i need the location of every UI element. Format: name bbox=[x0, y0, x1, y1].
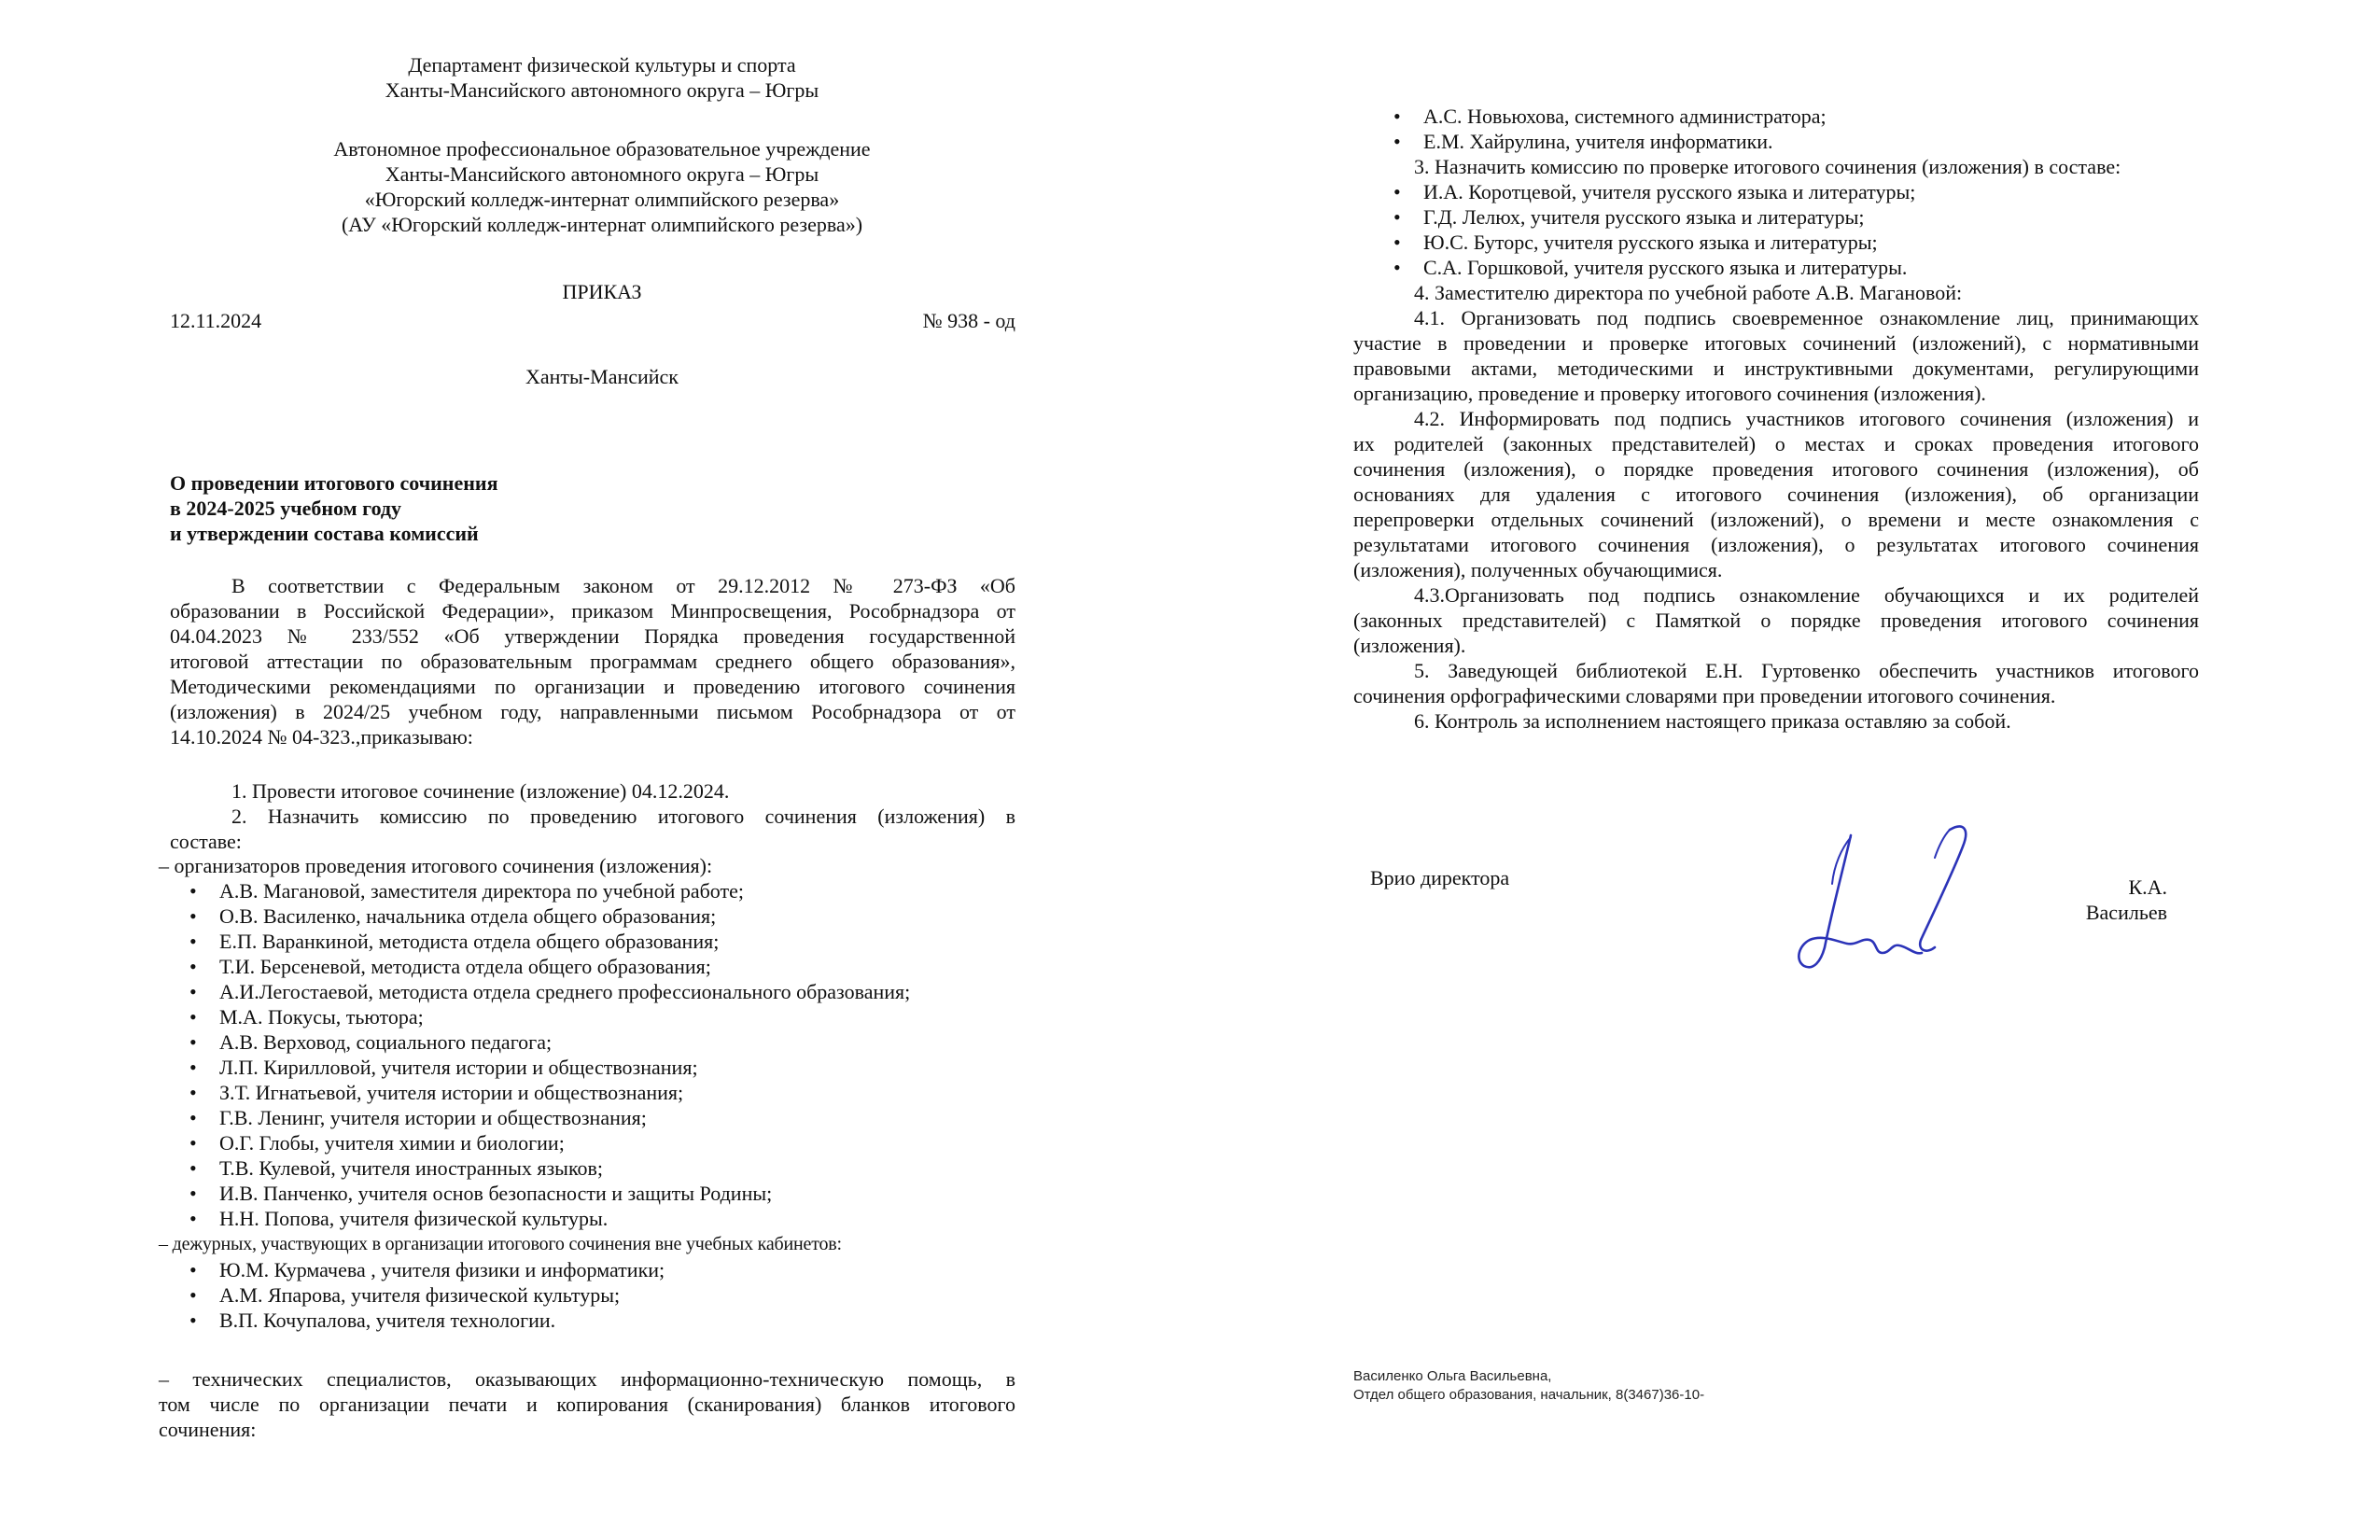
list-item: • Ю.М. Курмачева , учителя физики и информатики; bbox=[182, 1257, 665, 1282]
item-line: 4.1. Организовать под подпись своевременное ознакомление лиц, принимающих bbox=[1414, 306, 2199, 329]
item-line: (изложения). bbox=[1353, 634, 1466, 657]
item-2: 2. Назначить комиссию по проведению итогового сочинения (изложения) в bbox=[231, 805, 1015, 828]
signer-name: К.А. Васильев bbox=[2085, 875, 2167, 924]
institution-line: Автономное профессиональное образовательное учреждение bbox=[333, 137, 871, 161]
item-line: 4.2. Информировать под подпись участников итогового сочинения (изложения) и bbox=[1414, 407, 2199, 430]
item-line: организацию, проведение и проверку итогового сочинения (изложения). bbox=[1353, 382, 1986, 405]
item-line: 5. Заведующей библиотекой Е.Н. Гуртовенко обеспечить участников итогового bbox=[1414, 659, 2199, 682]
item-4-1 bbox=[1353, 305, 2199, 406]
item-6: 6. Контроль за исполнением настоящего приказа оставляю за собой. bbox=[1414, 709, 2011, 733]
header-line: Департамент физической культуры и спорта bbox=[408, 53, 796, 77]
tech-heading bbox=[159, 1366, 1015, 1442]
item-line: (изложения), полученных обучающимися. bbox=[1353, 558, 1723, 581]
tech-list bbox=[1386, 104, 1827, 154]
department-header bbox=[93, 52, 1111, 103]
list-item: • Г.В. Ленинг, учителя истории и обществознания; bbox=[182, 1105, 910, 1130]
document-date: 12.11.2024 bbox=[170, 309, 262, 332]
list-item: • Н.Н. Попова, учителя физической культуры. bbox=[182, 1206, 910, 1231]
organizers-heading: – организаторов проведения итогового сочинения (изложения): bbox=[159, 854, 713, 877]
item-line: сочинения орфографическими словарями при проведении итогового сочинения. bbox=[1353, 684, 2056, 707]
document-type: ПРИКАЗ bbox=[562, 280, 642, 303]
institution-header bbox=[93, 136, 1111, 237]
tech-heading-line: том числе по организации печати и копирования (сканирования) бланков итогового bbox=[159, 1393, 1015, 1416]
list-item: • Т.В. Кулевой, учителя иностранных языков; bbox=[182, 1155, 910, 1181]
preamble-line: (изложения) в 2024/25 учебном году, направленными письмом Рособрнадзора от от bbox=[170, 700, 1015, 723]
list-item: • А.С. Новьюхова, системного администратора; bbox=[1386, 104, 1827, 129]
list-item: • А.В. Магановой, заместителя директора по учебной работе; bbox=[182, 878, 910, 903]
subject-line: в 2024-2025 учебном году bbox=[170, 497, 402, 520]
list-item: • Л.П. Кирилловой, учителя истории и обществознания; bbox=[182, 1055, 910, 1080]
item-line: правовыми актами, методическими и инструктивными документами, регулирующими bbox=[1353, 357, 2199, 380]
executor-line: Отдел общего образования, начальник, 8(3467)36-10- bbox=[1353, 1387, 1705, 1403]
item-line: их родителей (законных представителей) о местах и сроках проведения итогового bbox=[1353, 432, 2199, 455]
signer-title: Врио директора bbox=[1370, 866, 1510, 889]
item-2-continued: составе: bbox=[170, 830, 242, 853]
list-item: • Е.П. Варанкиной, методиста отдела общего образования; bbox=[182, 929, 910, 954]
document-subject bbox=[170, 470, 497, 546]
list-item: • А.В. Верховод, социального педагога; bbox=[182, 1029, 910, 1055]
item-line: основаниях для удаления с итогового сочинения (изложения), об организации bbox=[1353, 483, 2199, 506]
item-line: участие в проведении и проверке итоговых сочинений (изложений), с нормативными bbox=[1353, 331, 2199, 355]
executor-info bbox=[1353, 1367, 1704, 1405]
list-item: • И.В. Панченко, учителя основ безопасности и защиты Родины; bbox=[182, 1181, 910, 1206]
institution-line: (АУ «Югорский колледж-интернат олимпийского резерва») bbox=[341, 213, 863, 236]
duty-list bbox=[182, 1257, 665, 1333]
preamble-line: 04.04.2023 № 233/552 «Об утверждении Порядка проведения государственной bbox=[170, 624, 1015, 648]
list-item: • А.И.Легостаевой, методиста отдела среднего профессионального образования; bbox=[182, 979, 910, 1004]
duty-heading: – дежурных, участвующих в организации итогового сочинения вне учебных кабинетов: bbox=[159, 1234, 842, 1254]
institution-line: «Югорский колледж-интернат олимпийского резерва» bbox=[364, 188, 840, 211]
list-item: • В.П. Кочупалова, учителя технологии. bbox=[182, 1308, 665, 1333]
document-number: № 938 - од bbox=[922, 309, 1015, 332]
list-item: • Г.Д. Лелюх, учителя русского языка и литературы; bbox=[1386, 204, 1915, 230]
item-4-3 bbox=[1353, 582, 2199, 658]
list-item: • Е.М. Хайрулина, учителя информатики. bbox=[1386, 129, 1827, 154]
subject-line: О проведении итогового сочинения bbox=[170, 471, 498, 495]
item-4-2 bbox=[1353, 406, 2199, 582]
executor-line: Василенко Ольга Васильевна, bbox=[1353, 1368, 1552, 1384]
item-3: 3. Назначить комиссию по проверке итогового сочинения (изложения) в составе: bbox=[1414, 155, 2121, 178]
list-item: • М.А. Покусы, тьютора; bbox=[182, 1004, 910, 1029]
list-item: • А.М. Япарова, учителя физической культуры; bbox=[182, 1282, 665, 1308]
tech-heading-line: – технических специалистов, оказывающих информационно-техническую помощь, в bbox=[159, 1367, 1015, 1391]
list-item: • Ю.С. Буторс, учителя русского языка и литературы; bbox=[1386, 230, 1915, 255]
tech-heading-line: сочинения: bbox=[159, 1418, 257, 1441]
signature-icon bbox=[1785, 817, 1991, 980]
item-5 bbox=[1353, 658, 2199, 708]
item-line: результатами итогового сочинения (изложения), о результатах итогового сочинения bbox=[1353, 533, 2199, 556]
subject-line: и утверждении состава комиссий bbox=[170, 522, 479, 545]
preamble-line: Методическими рекомендациями по организации и проведению итогового сочинения bbox=[170, 675, 1015, 698]
list-item: • Т.И. Берсеневой, методиста отдела общего образования; bbox=[182, 954, 910, 979]
preamble bbox=[170, 573, 1015, 749]
preamble-line: 14.10.2024 № 04-323.,приказываю: bbox=[170, 725, 473, 749]
preamble-line: итоговой аттестации по образовательным программам среднего общего образования», bbox=[170, 650, 1015, 673]
item-4: 4. Заместителю директора по учебной работе А.В. Магановой: bbox=[1414, 281, 1963, 304]
list-item: • С.А. Горшковой, учителя русского языка и литературы. bbox=[1386, 255, 1915, 280]
list-item: • О.Г. Глобы, учителя химии и биологии; bbox=[182, 1130, 910, 1155]
item-1: 1. Провести итоговое сочинение (изложение) 04.12.2024. bbox=[231, 779, 730, 803]
list-item: • И.А. Коротцевой, учителя русского языка и литературы; bbox=[1386, 179, 1915, 204]
header-line: Ханты-Мансийского автономного округа – Югры bbox=[385, 78, 819, 102]
organizers-list bbox=[182, 878, 910, 1231]
page-right bbox=[1190, 0, 2380, 1540]
institution-line: Ханты-Мансийского автономного округа – Югры bbox=[385, 162, 819, 186]
preamble-line: В соответствии с Федеральным законом от 29.12.2012 № 273-ФЗ «Об bbox=[231, 574, 1015, 597]
item-line: 4.3.Организовать под подпись ознакомление обучающихся и их родителей bbox=[1414, 583, 2199, 607]
list-item: • З.Т. Игнатьевой, учителя истории и обществознания; bbox=[182, 1080, 910, 1105]
list-item: • О.В. Василенко, начальника отдела общего образования; bbox=[182, 903, 910, 929]
item-line: (законных представителей) с Памяткой о порядке проведения итогового сочинения bbox=[1353, 609, 2199, 632]
preamble-line: образовании в Российской Федерации», приказом Минпросвещения, Рособрнадзора от bbox=[170, 599, 1015, 623]
item-line: сочинения (изложения), о порядке проведения итогового сочинения (изложения), об bbox=[1353, 457, 2199, 481]
order-items bbox=[170, 778, 1015, 854]
checkers-list bbox=[1386, 179, 1915, 280]
item-line: перепроверки отдельных сочинений (изложений), о времени и месте ознакомления с bbox=[1353, 508, 2199, 531]
document-city: Ханты-Мансийск bbox=[525, 365, 679, 388]
